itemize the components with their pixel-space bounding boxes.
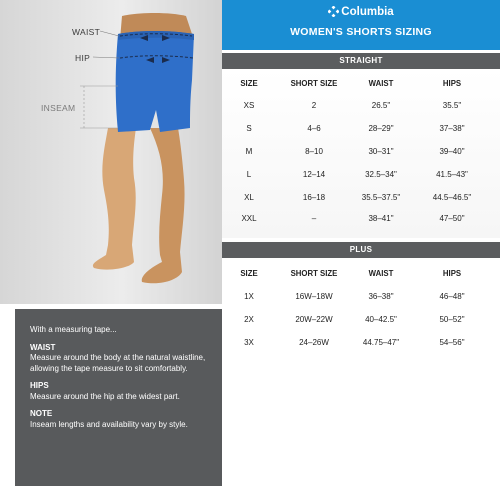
column-header: SHORT SIZE (290, 79, 338, 88)
column-header: SIZE (240, 269, 258, 278)
table-cell: 1X (244, 292, 254, 301)
waist-instructions: Measure around the body at the natural waistline, allowing the tape measure to sit comfortably. (30, 353, 206, 373)
table-row (222, 193, 500, 207)
table-cell: 35.5" (442, 101, 462, 110)
table-cell: 8–10 (305, 147, 323, 156)
brand-name: Columbia (341, 6, 394, 18)
table-cell: XXL (241, 214, 257, 223)
table-cell: 47–50" (439, 214, 465, 223)
hip-label: HIP (75, 53, 91, 63)
brand-logo (222, 6, 500, 18)
measurement-illustration-panel (0, 0, 222, 304)
waist-label: WAIST (72, 27, 101, 37)
columbia-diamond-icon (328, 6, 339, 17)
table-row (222, 214, 500, 228)
column-header: HIPS (442, 79, 462, 88)
column-header: SIZE (240, 79, 258, 88)
straight-size-table (222, 69, 500, 238)
plus-section-label: PLUS (222, 242, 500, 258)
table-cell: 16–18 (302, 193, 326, 202)
table-cell: 28–29" (368, 124, 394, 133)
column-header: WAIST (368, 79, 394, 88)
column-header: HIPS (442, 269, 462, 278)
table-cell: 2X (244, 315, 254, 324)
note-text: Inseam lengths and availability vary by style. (30, 419, 188, 429)
table-cell: L (246, 170, 252, 179)
table-row (222, 147, 500, 161)
table-cell: 44.5–46.5" (432, 193, 472, 202)
table-cell: 24–26W (299, 338, 329, 347)
table-header-row (222, 79, 500, 93)
table-row (222, 292, 500, 306)
legs-figure (0, 0, 222, 304)
column-header: SHORT SIZE (290, 269, 338, 278)
table-cell: 37–38" (439, 124, 465, 133)
hips-heading: HIPS (30, 381, 49, 390)
inseam-label: INSEAM (41, 103, 76, 113)
table-cell: 36–38" (368, 292, 394, 301)
table-cell: 4–6 (307, 124, 321, 133)
table-cell: 41.5–43" (436, 170, 468, 179)
table-cell: 44.75–47" (362, 338, 400, 347)
note-heading: NOTE (30, 409, 53, 418)
shorts-shape (116, 31, 194, 132)
table-cell: 50–52" (439, 315, 465, 324)
table-cell: 12–14 (302, 170, 326, 179)
table-cell: 38–41" (368, 214, 394, 223)
table-row (222, 101, 500, 115)
table-cell: M (245, 147, 253, 156)
table-cell: 32.5–34" (365, 170, 397, 179)
table-cell: XS (243, 101, 255, 110)
table-cell: 20W–22W (295, 315, 333, 324)
table-header-row (222, 269, 500, 283)
measuring-instructions (15, 309, 222, 486)
table-cell: S (246, 124, 252, 133)
table-cell: 3X (244, 338, 254, 347)
table-cell: XL (244, 193, 254, 202)
table-cell: 2 (311, 101, 317, 110)
table-cell: 40–42.5" (365, 315, 397, 324)
instructions-intro: With a measuring tape... (30, 325, 117, 334)
page-title: WOMEN'S SHORTS SIZING (290, 26, 432, 38)
table-cell: 16W–18W (295, 292, 333, 301)
table-cell: 26.5" (371, 101, 391, 110)
table-cell: 30–31" (368, 147, 394, 156)
table-cell: – (311, 214, 317, 223)
plus-size-table (222, 258, 500, 370)
table-row (222, 124, 500, 138)
table-cell: 35.5–37.5" (361, 193, 401, 202)
hips-instructions: Measure around the hip at the widest part. (30, 391, 180, 401)
waist-heading: WAIST (30, 342, 56, 352)
header (222, 0, 500, 50)
table-cell: 46–48" (439, 292, 465, 301)
table-row (222, 338, 500, 352)
table-cell: 54–56" (439, 338, 465, 347)
table-cell: 39–40" (439, 147, 465, 156)
table-row (222, 170, 500, 184)
table-row (222, 315, 500, 329)
column-header: WAIST (368, 269, 394, 278)
straight-section-label: STRAIGHT (222, 53, 500, 69)
